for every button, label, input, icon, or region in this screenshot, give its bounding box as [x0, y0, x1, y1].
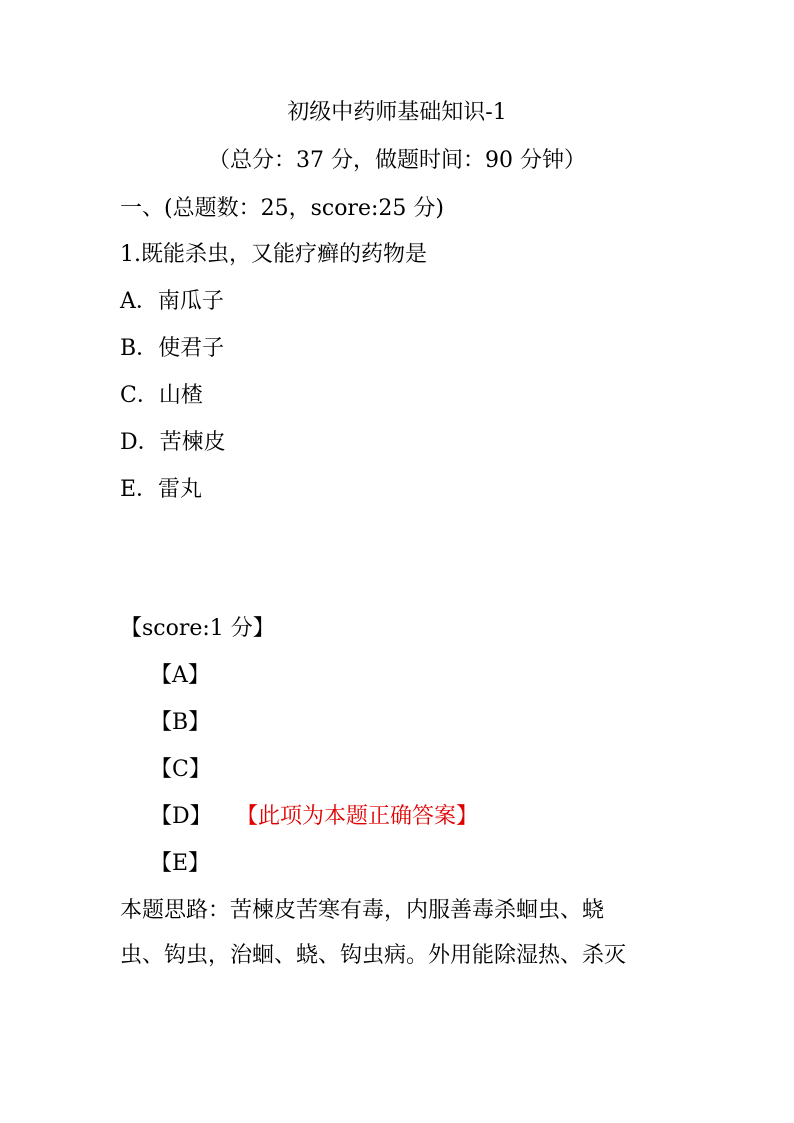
- explanation-line-1: 本题思路：苦楝皮苦寒有毒，内服善毒杀蛔虫、蛲: [120, 898, 605, 923]
- option-d: D．苦楝皮: [120, 430, 226, 455]
- correct-answer-note: 【此项为本题正确答案】: [236, 804, 479, 829]
- option-c: C．山楂: [120, 383, 203, 408]
- answer-label-a: 【A】: [150, 663, 210, 688]
- answer-label-b: 【B】: [150, 710, 211, 735]
- question-stem: 1.既能杀虫，又能疗癣的药物是: [120, 242, 427, 267]
- answer-label-d: 【D】: [150, 804, 212, 829]
- answer-score: 【score:1 分】: [120, 616, 275, 641]
- explanation-line-2: 虫、钩虫，治蛔、蛲、钩虫病。外用能除湿热、杀灭: [120, 943, 627, 968]
- option-b: B．使君子: [120, 336, 225, 361]
- document-subtitle: （总分：37 分，做题时间：90 分钟）: [208, 148, 586, 173]
- answer-label-e: 【E】: [150, 851, 211, 876]
- option-a: A．南瓜子: [120, 289, 224, 314]
- option-e: E．雷丸: [120, 477, 203, 502]
- document-title: 初级中药师基础知识-1: [287, 100, 507, 125]
- answer-label-c: 【C】: [150, 757, 211, 782]
- section-header: 一、(总题数：25，score:25 分): [120, 196, 444, 221]
